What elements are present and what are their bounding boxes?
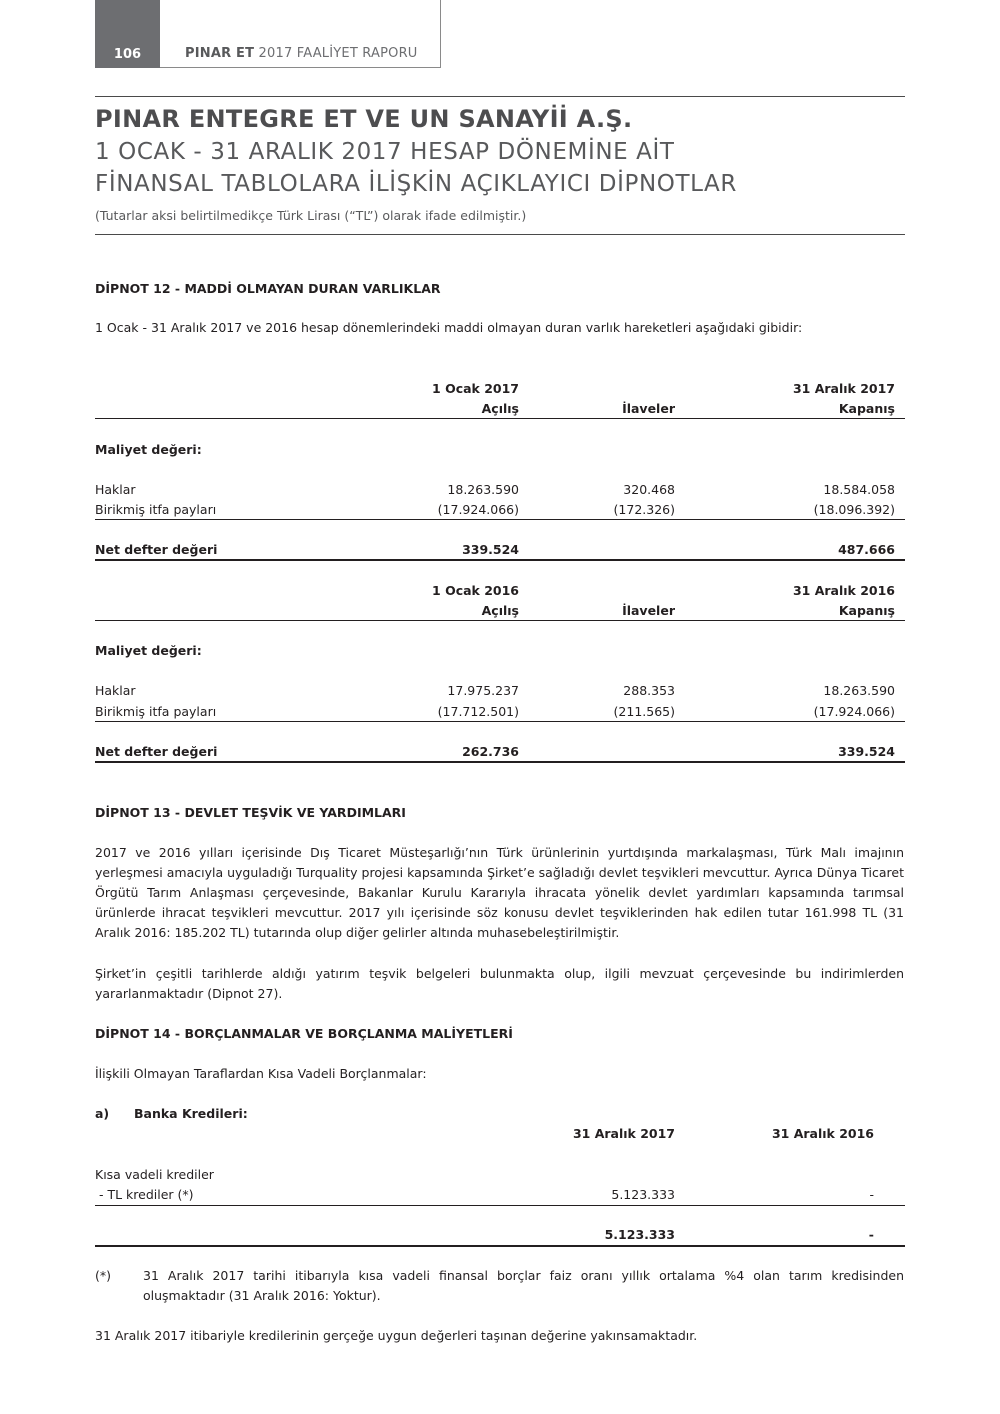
note14-intro: İlişkili Olmayan Taraflardan Kısa Vadeli Borçlanmalar: (95, 1066, 427, 1081)
t2016-net-close: 339.524 (838, 744, 895, 759)
company-name: PINAR ENTEGRE ET VE UN SANAYİİ A.Ş. (95, 105, 633, 133)
note13-paragraph-2: Şirket’in çeşitli tarihlerde aldığı yatırım teşvik belgeleri bulunmakta olup, ilgili mevzuat çerçevesinde bu indirimlerden yararlanmaktadır (Dipnot 27). (95, 966, 904, 1001)
t2016-row-label: Birikmiş itfa payları (95, 704, 217, 719)
t2016-header-close: Kapanış (838, 603, 895, 618)
note14-col-2017: 31 Aralık 2017 (572, 1126, 675, 1141)
t2017-header-additions: İlaveler (622, 401, 675, 416)
t2017-header-open-date: 1 Ocak 2017 (432, 381, 519, 396)
t2016-header-rule (95, 620, 905, 621)
t2017-net-open: 339.524 (462, 542, 519, 557)
note14-heading: DİPNOT 14 - BORÇLANMALAR VE BORÇLANMA MALİYETLERİ (95, 1026, 513, 1041)
t2017-net-label: Net defter değeri (95, 542, 218, 557)
page-number: 106 (95, 0, 160, 68)
t2017-row-label: Birikmiş itfa payları (95, 502, 217, 517)
t2017-header-close: Kapanış (838, 401, 895, 416)
t2016-row-close: (17.924.066) (813, 704, 895, 719)
t2016-header-close-date: 31 Aralık 2016 (792, 583, 895, 598)
note14-sub-letter: a) (95, 1106, 110, 1121)
note14-row-short-term: Kısa vadeli krediler (95, 1167, 214, 1182)
note14-row-tl-2017: 5.123.333 (611, 1187, 675, 1202)
t2017-header-close-date: 31 Aralık 2017 (792, 381, 895, 396)
t2016-header-open: Açılış (481, 603, 519, 618)
t2017-row-open: 18.263.590 (447, 482, 519, 497)
t2016-subtotal-rule (95, 721, 905, 722)
t2016-row-label: Haklar (95, 683, 136, 698)
note13-paragraph-1: 2017 ve 2016 yılları içerisinde Dış Ticaret Müsteşarlığı’nın Türk ürünlerinin yurtdışında markalaşması, Türk Malı imajının yerleşmesi amacıyla uyguladığı Turquality projesi kapsamında Şirket’e sağladığı devlet teşvikleri mevcuttur. Ayrıca Dünya Ticaret Örgütü Tarım Anlaşması çerçevesinde, Bakanlar Kurulu Kararıyla ihracata yönelik devlet yardımları kapsamında tarımsal ürünlerde ihracat teşvikleri mevcuttur. 2017 yılı içerisinde söz konusu devlet teşviklerinden hak edilen tutar 161.998 TL (31 Aralık 2016: 185.202 TL) tutarında olup diğer gelirler altında muhasebeleştirilmiştir. (95, 845, 904, 940)
note14-total-2017: 5.123.333 (604, 1227, 675, 1242)
note14-sub-title: Banka Kredileri: (134, 1106, 248, 1121)
note14-row-tl-2016: - (869, 1187, 874, 1202)
note13-heading: DİPNOT 13 - DEVLET TEŞVİK VE YARDIMLARI (95, 805, 406, 820)
title-bottom-rule (95, 234, 905, 235)
note14-row-tl-label: - TL krediler (*) (95, 1187, 194, 1202)
t2017-section-label: Maliyet değeri: (95, 442, 202, 457)
period-title: 1 OCAK - 31 ARALIK 2017 HESAP DÖNEMİNE AİT (95, 139, 675, 165)
report-name: 2017 FAALİYET RAPORU (258, 46, 418, 61)
note14-col-2016: 31 Aralık 2016 (771, 1126, 874, 1141)
t2017-row-close: 18.584.058 (823, 482, 895, 497)
t2017-net-close: 487.666 (838, 542, 895, 557)
t2017-row-additions: (172.326) (613, 502, 675, 517)
t2017-row-close: (18.096.392) (813, 502, 895, 517)
t2016-row-open: 17.975.237 (447, 683, 519, 698)
document-title: FİNANSAL TABLOLARA İLİŞKİN AÇIKLAYICI DİPNOTLAR (95, 171, 737, 197)
footnote-mark: (*) (95, 1268, 112, 1283)
t2017-header-rule (95, 418, 905, 419)
title-top-rule (95, 96, 905, 97)
t2017-row-additions: 320.468 (623, 482, 675, 497)
currency-note: (Tutarlar aksi belirtilmedikçe Türk Lirası (“TL”) olarak ifade edilmiştir.) (95, 208, 527, 223)
footnote-text: 31 Aralık 2017 tarihi itibarıyla kısa vadeli finansal borçlar faiz oranı yıllık ortalama %4 olan tarım kredisinden oluşmaktadır (31 Aralık 2016: Yoktur). (143, 1268, 904, 1303)
t2016-row-open: (17.712.501) (437, 704, 519, 719)
note14-subtotal-rule (95, 1205, 905, 1206)
t2016-header-additions: İlaveler (622, 603, 675, 618)
t2016-net-open: 262.736 (462, 744, 519, 759)
t2016-section-label: Maliyet değeri: (95, 643, 202, 658)
t2016-net-label: Net defter değeri (95, 744, 218, 759)
note14-closing: 31 Aralık 2017 itibariyle kredilerinin gerçeğe uygun değerleri taşınan değerine yakınsamaktadır. (95, 1328, 698, 1343)
brand-name: PINAR ET (185, 46, 255, 61)
note14-total-2016: - (868, 1227, 874, 1242)
note12-heading: DİPNOT 12 - MADDİ OLMAYAN DURAN VARLIKLAR (95, 281, 441, 296)
t2017-subtotal-rule (95, 519, 905, 520)
t2017-total-rule (95, 559, 905, 561)
t2017-row-open: (17.924.066) (437, 502, 519, 517)
t2017-row-label: Haklar (95, 482, 136, 497)
t2017-header-open: Açılış (481, 401, 519, 416)
t2016-total-rule (95, 761, 905, 763)
t2016-row-close: 18.263.590 (823, 683, 895, 698)
note12-intro: 1 Ocak - 31 Aralık 2017 ve 2016 hesap dönemlerindeki maddi olmayan duran varlık hareketleri aşağıdaki gibidir: (95, 320, 803, 335)
note14-total-rule (95, 1245, 905, 1247)
t2016-header-open-date: 1 Ocak 2016 (432, 583, 519, 598)
t2016-row-additions: (211.565) (613, 704, 675, 719)
report-title (185, 46, 418, 61)
t2016-row-additions: 288.353 (623, 683, 675, 698)
